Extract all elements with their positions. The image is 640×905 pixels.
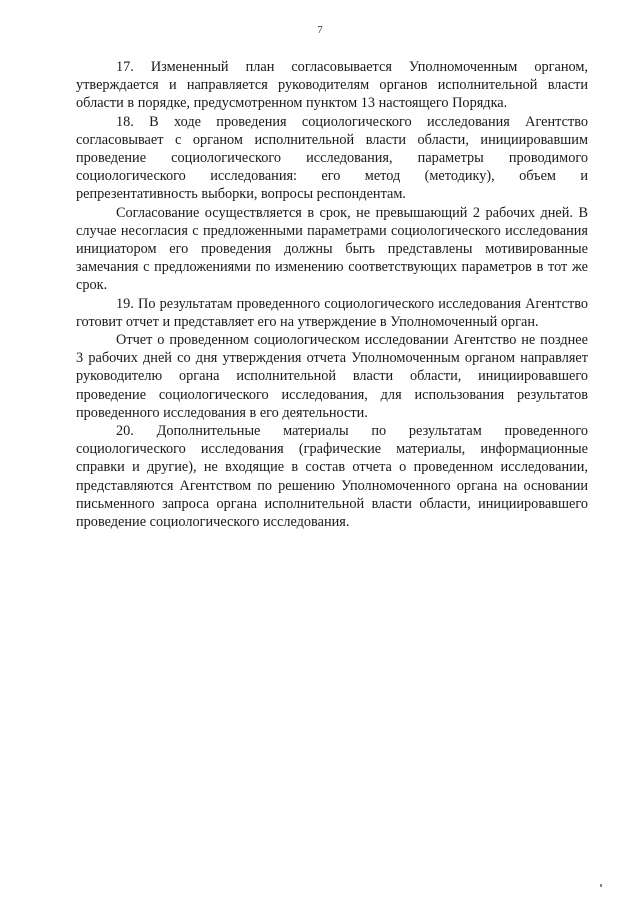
scan-speck — [600, 884, 602, 887]
paragraph-17: 17. Измененный план согласовывается Уполномоченным органом, утверждается и направляется руководителям органов исполнительной власти области в порядке, предусмотренном пунктом 13 настоящего Порядка. — [76, 59, 588, 112]
page-number: 7 — [317, 24, 323, 36]
paragraph-19-report: Отчет о проведенном социологическом исследовании Агентство не позднее 3 рабочих дней со дня утверждения отчета Уполномоченным органом направляет руководителю органа исполнительной власти области, инициировавшего проведение социологического исследования, для использования результатов проведенного исследования в его деятельности. — [76, 332, 588, 421]
paragraph-18-agreement: Согласование осуществляется в срок, не превышающий 2 рабочих дней. В случае несогласия с предложенными параметрами социологического исследования инициатором его проведения должны быть представлены мотивированные замечания с предложениями по изменению соответствующих параметров в тот же срок. — [76, 204, 588, 294]
paragraph-20: 20. Дополнительные материалы по результатам проведенного социологического исследования (графические материалы, информационные справки и другие), не входящие в состав отчета о проведенном исследовании, представляются Агентством по решению Уполномоченного органа на основании письменного запроса органа исполнительной власти области, инициировавшего проведение социологического исследования. — [76, 423, 588, 531]
document-body — [76, 58, 588, 531]
paragraph-18: 18. В ходе проведения социологического исследования Агентство согласовывает с органом исполнительной власти области, инициировавшим проведение социологического исследования, параметры проводимого социологического исследования: его метод (методику), объем и репрезентативность выборки, вопросы респондентам. — [76, 113, 588, 203]
paragraph-19: 19. По результатам проведенного социологического исследования Агентство готовит отчет и представляет его на утверждение в Уполномоченный орган. — [76, 295, 588, 330]
